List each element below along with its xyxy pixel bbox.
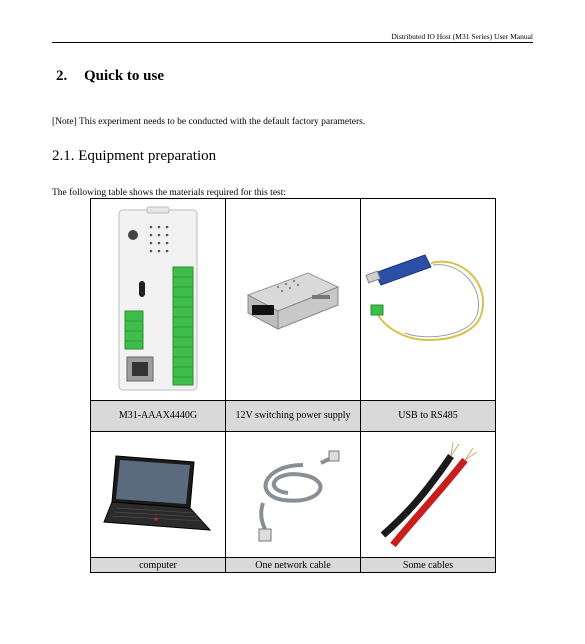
network-cable-icon xyxy=(243,445,343,545)
section-title-text: Quick to use xyxy=(84,68,165,84)
io-module-icon xyxy=(103,205,213,395)
material-image-cell xyxy=(91,199,226,401)
laptop-icon xyxy=(98,450,218,540)
section-title xyxy=(56,68,164,85)
material-image-cell xyxy=(361,432,496,558)
material-label: One network cable xyxy=(226,558,361,573)
material-image-cell xyxy=(226,432,361,558)
material-label: USB to RS485 xyxy=(361,401,496,432)
material-label: 12V switching power supply xyxy=(226,401,361,432)
subsection-title: 2.1. Equipment preparation xyxy=(52,148,217,164)
cables-icon xyxy=(373,440,483,550)
note-text: [Note] This experiment needs to be conducted with the default factory parameters. xyxy=(52,117,366,127)
material-image-cell xyxy=(91,432,226,558)
material-image-cell xyxy=(226,199,361,401)
header-rule xyxy=(52,42,533,43)
materials-table xyxy=(90,198,496,573)
material-label: Some cables xyxy=(361,558,496,573)
running-header: Distributed IO Host (M31 Series) User Manual xyxy=(391,32,533,41)
power-supply-icon xyxy=(238,265,348,335)
material-label: computer xyxy=(91,558,226,573)
intro-text: The following table shows the materials required for this test: xyxy=(52,188,287,198)
material-label: M31-AAAX4440G xyxy=(91,401,226,432)
usb-rs485-adapter-icon xyxy=(363,245,493,355)
material-image-cell xyxy=(361,199,496,401)
section-number: 2. xyxy=(56,68,68,84)
